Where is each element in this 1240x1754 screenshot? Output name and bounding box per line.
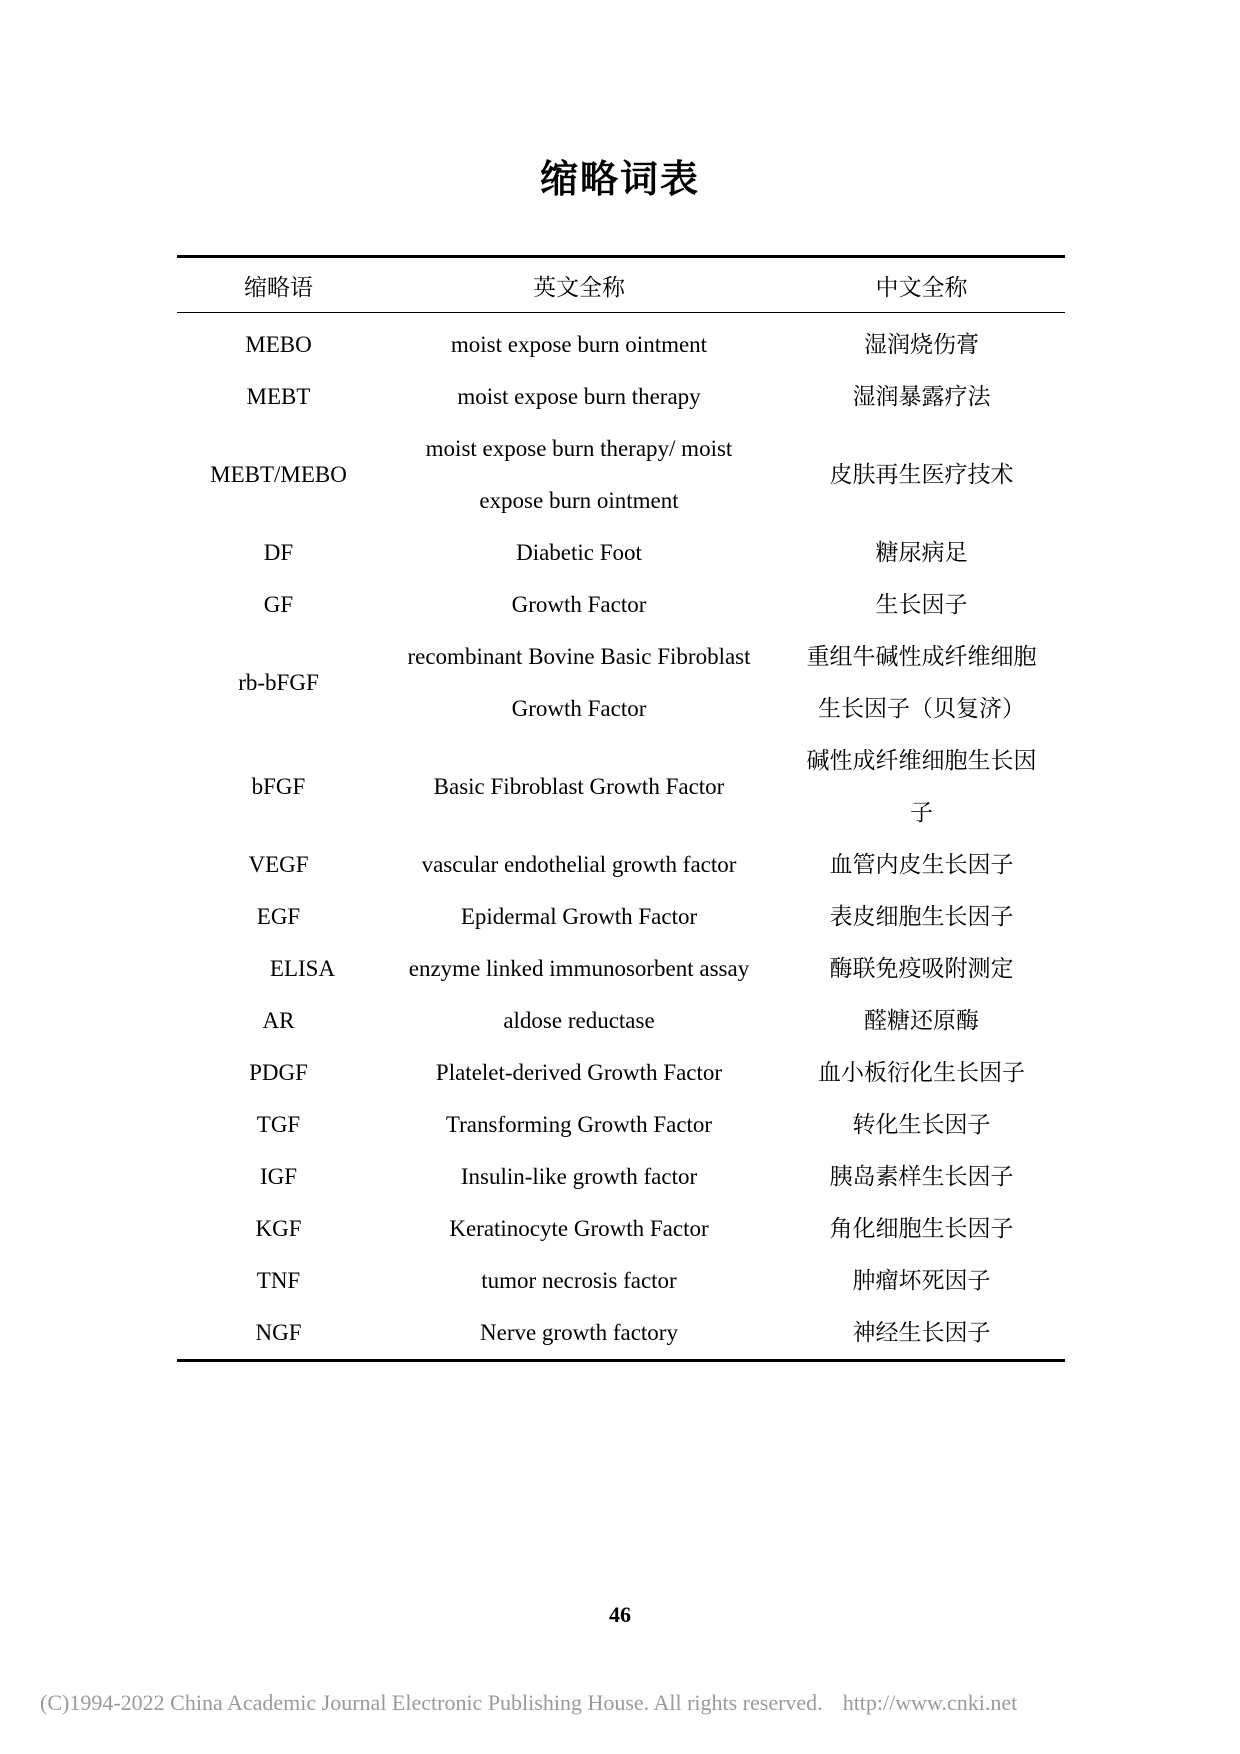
table-row [177, 735, 1065, 839]
chinese-cell: 角化细胞生长因子 [829, 1216, 1014, 1241]
chinese-line-2: 生长因子（贝复济） [818, 696, 1025, 721]
page-number: 46 [609, 1602, 631, 1627]
abbr-cell: DF [263, 540, 294, 565]
chinese-cell: 醛糖还原酶 [864, 1008, 979, 1033]
english-cell: Nerve growth factory [480, 1320, 678, 1345]
table-row [177, 1307, 1065, 1361]
table-row [177, 943, 1065, 995]
abbr-cell: GF [263, 592, 294, 617]
chinese-cell: 胰岛素样生长因子 [829, 1164, 1014, 1189]
abbr-cell: TGF [256, 1112, 301, 1137]
abbr-cell: VEGF [248, 852, 309, 877]
table-header-row [177, 257, 1065, 313]
chinese-cell: 皮肤再生医疗技术 [829, 462, 1014, 487]
table-row [177, 891, 1065, 943]
english-cell: enzyme linked immunosorbent assay [408, 956, 750, 981]
table-row [177, 1047, 1065, 1099]
chinese-cell: 生长因子 [875, 592, 968, 617]
table-row [177, 371, 1065, 423]
abbr-cell: MEBT/MEBO [210, 462, 347, 487]
abbr-cell: ELISA [269, 956, 336, 981]
english-cell [380, 423, 778, 527]
english-cell: moist expose burn ointment [450, 332, 708, 357]
abbr-cell: KGF [255, 1216, 302, 1241]
abbr-cell: bFGF [251, 774, 306, 799]
table-row [177, 839, 1065, 891]
chinese-cell: 神经生长因子 [852, 1320, 991, 1345]
chinese-cell [778, 735, 1065, 839]
header-abbreviation: 缩略语 [244, 274, 313, 300]
english-line-1: recombinant Bovine Basic Fibroblast [407, 644, 751, 669]
english-cell: Epidermal Growth Factor [460, 904, 698, 929]
table-row [177, 527, 1065, 579]
header-chinese-full-name: 中文全称 [875, 274, 968, 300]
table-row [177, 423, 1065, 527]
english-cell: tumor necrosis factor [481, 1268, 677, 1293]
abbr-cell: MEBT [246, 384, 311, 409]
table-row [177, 313, 1065, 372]
table-row [177, 631, 1065, 735]
chinese-cell: 酶联免疫吸附测定 [829, 956, 1014, 981]
english-cell: aldose reductase [503, 1008, 655, 1033]
chinese-cell: 湿润暴露疗法 [852, 384, 991, 409]
english-line-2: Growth Factor [511, 696, 647, 721]
english-cell [380, 631, 778, 735]
chinese-line-2: 子 [910, 800, 933, 825]
chinese-cell: 转化生长因子 [852, 1112, 991, 1137]
table-row [177, 995, 1065, 1047]
english-cell: Diabetic Foot [516, 540, 642, 565]
chinese-cell [778, 631, 1065, 735]
abbr-cell: TNF [256, 1268, 301, 1293]
chinese-cell: 血小板衍化生长因子 [818, 1060, 1025, 1085]
table-row [177, 579, 1065, 631]
chinese-cell: 表皮细胞生长因子 [829, 904, 1014, 929]
english-cell: Platelet-derived Growth Factor [435, 1060, 723, 1085]
abbreviation-table [177, 255, 1065, 1362]
chinese-cell: 肿瘤坏死因子 [852, 1268, 991, 1293]
abbr-cell: EGF [256, 904, 301, 929]
table-row [177, 1151, 1065, 1203]
footer-url: http://www.cnki.net [842, 1690, 1018, 1715]
chinese-line-1: 碱性成纤维细胞生长因 [806, 748, 1037, 773]
english-cell: Transforming Growth Factor [445, 1112, 713, 1137]
chinese-line-1: 重组牛碱性成纤维细胞 [806, 644, 1037, 669]
english-cell: vascular endothelial growth factor [421, 852, 737, 877]
table-row [177, 1203, 1065, 1255]
abbr-cell: IGF [259, 1164, 298, 1189]
english-cell: moist expose burn therapy [457, 384, 701, 409]
english-line-2: expose burn ointment [479, 488, 679, 513]
abbr-cell: NGF [255, 1320, 302, 1345]
header-english-full-name: 英文全称 [533, 274, 625, 300]
chinese-cell: 糖尿病足 [875, 540, 968, 565]
abbr-cell: rb-bFGF [238, 670, 319, 695]
english-cell: Insulin-like growth factor [460, 1164, 698, 1189]
english-cell: Growth Factor [511, 592, 647, 617]
abbr-cell: PDGF [249, 1060, 308, 1085]
english-cell: Basic Fibroblast Growth Factor [433, 774, 725, 799]
abbr-cell: MEBO [245, 332, 312, 357]
abbr-cell: AR [262, 1008, 295, 1033]
copyright-text: (C)1994-2022 China Academic Journal Electronic Publishing House. All rights reserved. [40, 1690, 823, 1715]
english-line-1: moist expose burn therapy/ moist [425, 436, 733, 461]
chinese-cell: 血管内皮生长因子 [829, 852, 1014, 877]
table-row [177, 1255, 1065, 1307]
page-title: 缩略词表 [539, 157, 700, 201]
english-cell: Keratinocyte Growth Factor [449, 1216, 709, 1241]
chinese-cell: 湿润烧伤膏 [864, 332, 979, 357]
table-row [177, 1099, 1065, 1151]
copyright-footer [40, 1690, 1017, 1716]
